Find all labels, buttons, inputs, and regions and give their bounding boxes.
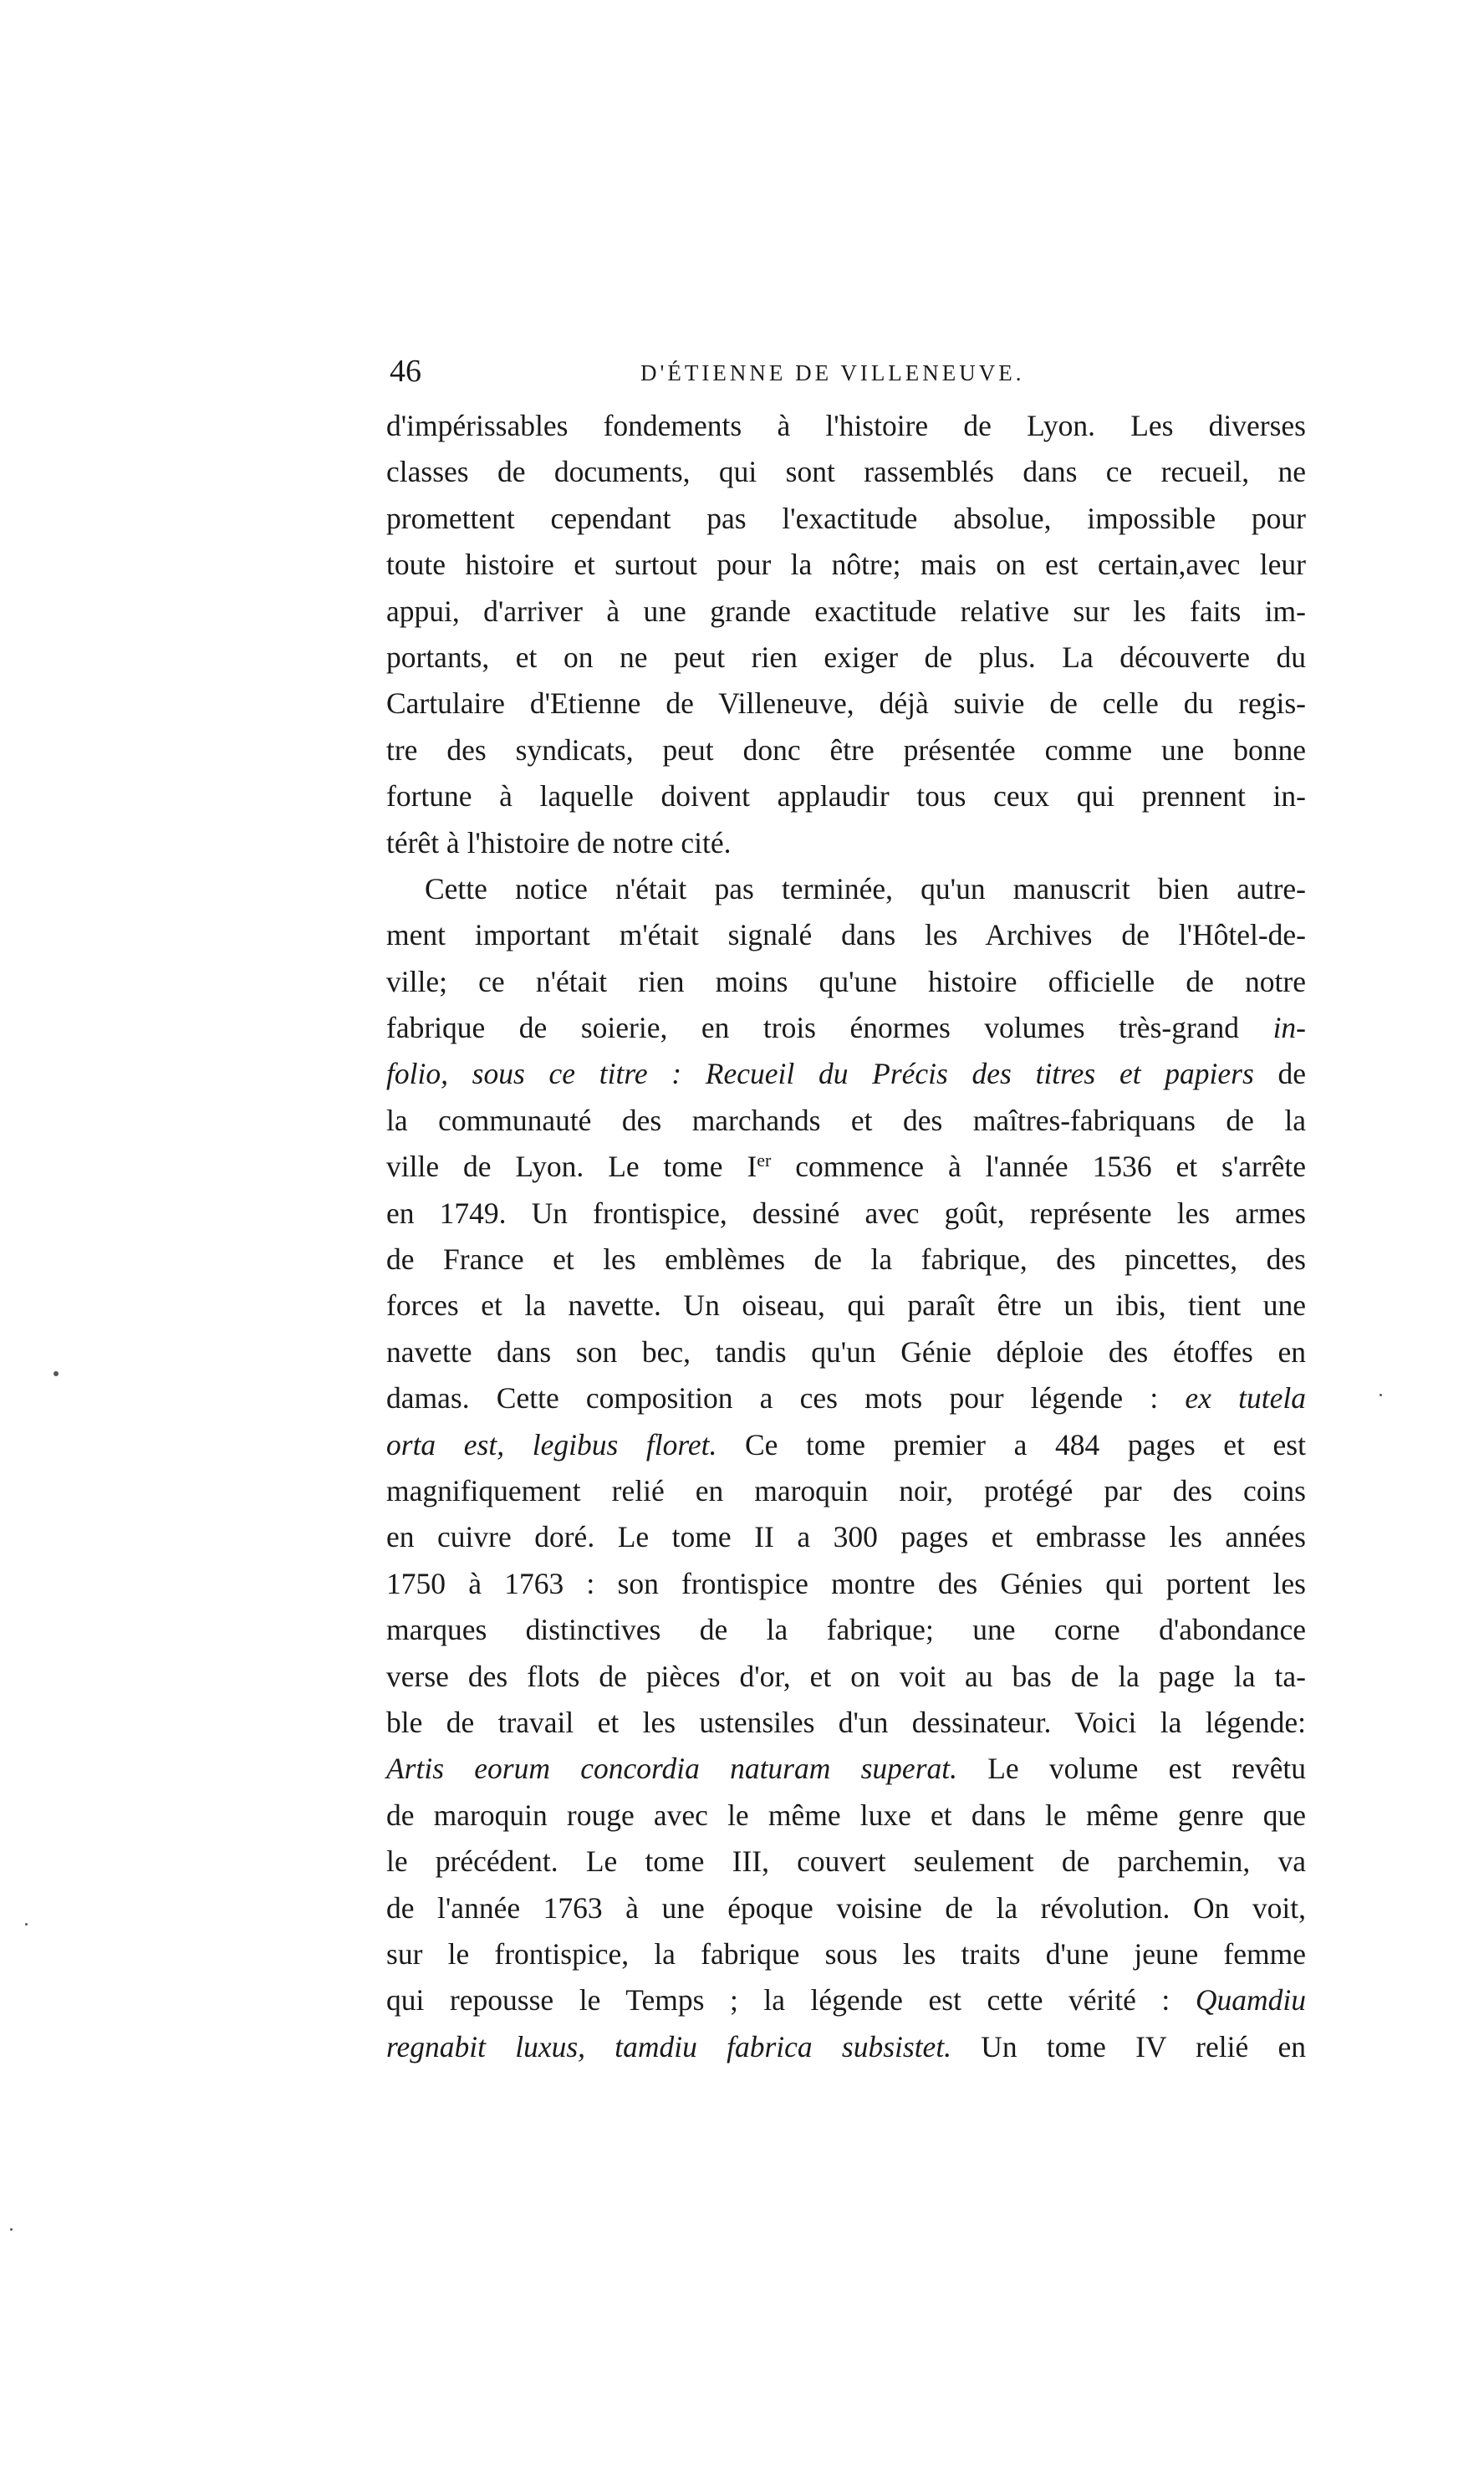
text-line	[386, 2024, 1306, 2070]
italic-text-segment: Artis eorum concordia naturam superat.	[386, 1752, 957, 1786]
scan-speck	[54, 1371, 59, 1376]
text-segment: térêt à l'histoire de notre cité.	[386, 825, 732, 860]
text-segment: ville de Lyon. Le tome I	[386, 1150, 757, 1184]
text-line	[386, 1468, 1306, 1514]
text-segment: marques distinctives de la fabrique; une corne d'abondance	[386, 1613, 1306, 1647]
text-segment: classes de documents, qui sont rassemblés dans ce recueil, ne	[386, 455, 1306, 489]
text-segment: tre des syndicats, peut donc être présentée comme une bonne	[386, 732, 1306, 767]
text-line	[386, 773, 1306, 819]
text-segment: d'impérissables fondements à l'histoire de Lyon. Les diverses	[386, 409, 1306, 442]
text-segment: de l'année 1763 à une époque voisine de la révolution. On voit,	[386, 1890, 1306, 1925]
text-line	[386, 727, 1306, 773]
text-line	[386, 1191, 1306, 1237]
text-segment: le précédent. Le tome III, couvert seulement de parchemin, va	[386, 1844, 1306, 1879]
text-segment: ville; ce n'était rien moins qu'une histoire officielle de notre	[386, 964, 1306, 998]
text-segment: verse des flots de pièces d'or, et on voit au bas de la page la ta-	[386, 1659, 1306, 1693]
italic-text-segment: folio, sous ce titre : Recueil du Précis des titres et papiers	[386, 1057, 1254, 1091]
page-header	[390, 351, 1301, 391]
text-line	[386, 820, 1306, 866]
running-head: D'ÉTIENNE DE VILLENEUVE.	[640, 360, 1025, 385]
text-line	[386, 1283, 1306, 1329]
text-segment: de maroquin rouge avec le même luxe et dans le même genre que	[386, 1798, 1306, 1832]
text-line	[386, 1931, 1306, 1977]
text-segment: appui, d'arriver à une grande exactitude relative sur les faits im-	[386, 594, 1306, 628]
text-segment: commence à l'année 1536 et s'arrête	[771, 1150, 1307, 1184]
text-segment: 1750 à 1763 : son frontispice montre des Génies qui portent les	[386, 1566, 1306, 1600]
text-segment: ble de travail et les ustensiles d'un dessinateur. Voici la légende:	[386, 1705, 1306, 1739]
text-segment: qui repousse le Temps ; la légende est cette vérité :	[386, 1983, 1196, 2018]
italic-text-segment: orta est, legibus floret.	[386, 1427, 717, 1462]
text-line	[386, 1746, 1306, 1792]
text-segment: Cette notice n'était pas terminée, qu'un manuscrit bien autre-	[425, 871, 1306, 905]
text-segment: fabrique de soierie, en trois énormes volumes très-grand	[386, 1011, 1273, 1045]
text-segment: sur le frontispice, la fabrique sous les traits d'une jeune femme	[386, 1936, 1306, 1971]
body-text	[386, 403, 1306, 2070]
text-segment: forces et la navette. Un oiseau, qui paraît être un ibis, tient une	[386, 1288, 1306, 1323]
text-line	[386, 449, 1306, 495]
text-line	[386, 496, 1306, 542]
scan-speck	[10, 2228, 13, 2231]
text-segment: toute histoire et surtout pour la nôtre; mais on est certain,avec leur	[386, 548, 1306, 582]
text-segment: Ce tome premier a 484 pages et est	[717, 1427, 1306, 1462]
text-line	[386, 1329, 1306, 1375]
text-line	[386, 589, 1306, 635]
text-line	[386, 1561, 1306, 1607]
text-line	[386, 681, 1306, 727]
text-line	[386, 1237, 1306, 1283]
text-segment: Un tome IV relié en	[951, 2029, 1306, 2063]
text-segment: fortune à laquelle doivent applaudir tous ceux qui prennent in-	[386, 779, 1306, 814]
text-line	[386, 912, 1306, 958]
italic-text-segment: in-	[1272, 1011, 1306, 1045]
text-line	[386, 1885, 1306, 1931]
text-line	[386, 1422, 1306, 1468]
text-line	[386, 1051, 1306, 1097]
page-number: 46	[390, 354, 421, 389]
text-line	[386, 1144, 1306, 1190]
text-line	[386, 1098, 1306, 1144]
text-segment: de France et les emblèmes de la fabrique, des pincettes, des	[386, 1242, 1306, 1277]
text-segment: magnifiquement relié en maroquin noir, protégé par des coins	[386, 1473, 1306, 1507]
italic-text-segment: regnabit luxus, tamdiu fabrica subsistet.	[386, 2029, 952, 2063]
text-segment: portants, et on ne peut rien exiger de plus. La découverte du	[386, 640, 1306, 674]
text-line	[386, 1514, 1306, 1560]
italic-text-segment: ex tutela	[1185, 1381, 1306, 1416]
text-segment: ment important m'était signalé dans les Archives de l'Hôtel-de-	[386, 918, 1306, 952]
text-line	[386, 959, 1306, 1005]
text-segment: Cartulaire d'Etienne de Villeneuve, déjà suivie de celle du regis-	[386, 686, 1306, 721]
text-line	[386, 1654, 1306, 1700]
scan-speck	[1379, 1394, 1382, 1396]
text-segment: Le volume est revêtu	[957, 1752, 1306, 1786]
text-segment: en 1749. Un frontispice, dessiné avec goût, représente les armes	[386, 1196, 1306, 1230]
text-line	[386, 1793, 1306, 1839]
text-segment: en cuivre doré. Le tome II a 300 pages et embrasse les années	[386, 1520, 1306, 1554]
text-line	[386, 1700, 1306, 1746]
text-line	[386, 1839, 1306, 1885]
text-segment: la communauté des marchands et des maîtres-fabriquans de la	[386, 1103, 1306, 1137]
scan-speck	[25, 1923, 28, 1926]
text-segment: de	[1253, 1057, 1306, 1091]
text-segment: damas. Cette composition a ces mots pour légende :	[386, 1381, 1186, 1416]
text-segment: navette dans son bec, tandis qu'un Génie déploie des étoffes en	[386, 1334, 1306, 1369]
text-line	[386, 1375, 1306, 1421]
text-line	[386, 1005, 1306, 1051]
text-line	[386, 1977, 1306, 2023]
text-line	[386, 635, 1306, 681]
italic-text-segment: Quamdiu	[1195, 1983, 1306, 2018]
text-segment: promettent cependant pas l'exactitude absolue, impossible pour	[386, 501, 1306, 535]
text-line	[386, 866, 1306, 912]
text-line	[386, 542, 1306, 588]
text-line	[386, 403, 1306, 449]
text-segment: er	[757, 1150, 772, 1171]
text-line	[386, 1607, 1306, 1653]
